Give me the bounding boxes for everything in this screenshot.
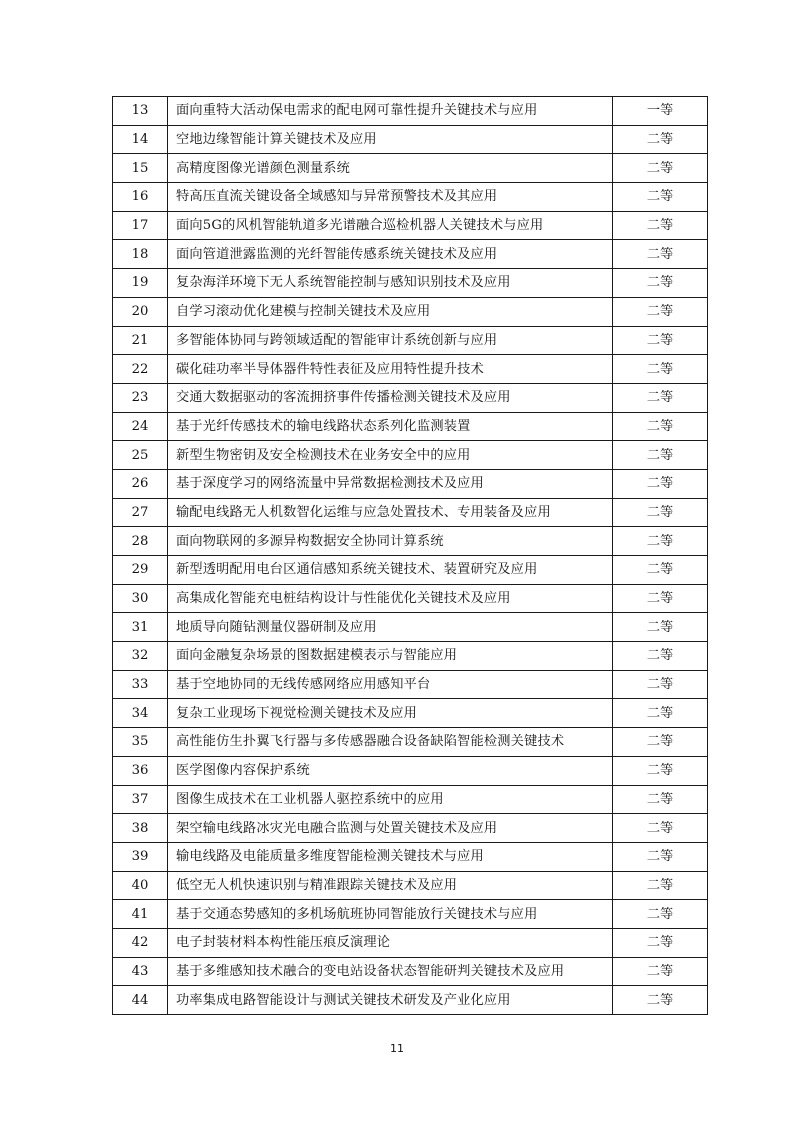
- project-number-cell: 23: [113, 383, 168, 412]
- project-name-cell: 碳化硅功率半导体器件特性表征及应用特性提升技术: [168, 355, 613, 384]
- award-grade-cell: 二等: [613, 498, 708, 527]
- table-row: [113, 469, 708, 498]
- project-name-cell: 基于交通态势感知的多机场航班协同智能放行关键技术与应用: [168, 900, 613, 929]
- project-number-cell: 41: [113, 900, 168, 929]
- table-row: [113, 842, 708, 871]
- page-number: 11: [390, 1042, 404, 1055]
- project-number-cell: 39: [113, 842, 168, 871]
- project-number-cell: 15: [113, 154, 168, 183]
- table-row: [113, 957, 708, 986]
- project-number-cell: 19: [113, 269, 168, 298]
- award-grade-cell: 二等: [613, 527, 708, 556]
- award-grade-cell: 二等: [613, 441, 708, 470]
- project-number-cell: 16: [113, 183, 168, 212]
- project-name-cell: 图像生成技术在工业机器人驱控系统中的应用: [168, 785, 613, 814]
- project-number-cell: 33: [113, 670, 168, 699]
- project-name-cell: 高精度图像光谱颜色测量系统: [168, 154, 613, 183]
- award-grade-cell: 二等: [613, 183, 708, 212]
- project-name-cell: 基于光纤传感技术的输电线路状态系列化监测装置: [168, 412, 613, 441]
- project-number-cell: 18: [113, 240, 168, 269]
- award-grade-cell: 二等: [613, 125, 708, 154]
- project-name-cell: 架空输电线路冰灾光电融合监测与处置关键技术及应用: [168, 814, 613, 843]
- table-row: [113, 326, 708, 355]
- table-row: [113, 670, 708, 699]
- project-name-cell: 复杂工业现场下视觉检测关键技术及应用: [168, 699, 613, 728]
- project-number-cell: 38: [113, 814, 168, 843]
- table-row: [113, 383, 708, 412]
- project-name-cell: 高性能仿生扑翼飞行器与多传感器融合设备缺陷智能检测关键技术: [168, 728, 613, 757]
- award-grade-cell: 二等: [613, 297, 708, 326]
- project-name-cell: 特高压直流关键设备全域感知与异常预警技术及其应用: [168, 183, 613, 212]
- project-number-cell: 14: [113, 125, 168, 154]
- project-name-cell: 面向金融复杂场景的图数据建模表示与智能应用: [168, 642, 613, 671]
- award-grade-cell: 二等: [613, 211, 708, 240]
- project-name-cell: 交通大数据驱动的客流拥挤事件传播检测关键技术及应用: [168, 383, 613, 412]
- project-number-cell: 21: [113, 326, 168, 355]
- award-grade-cell: 二等: [613, 670, 708, 699]
- table-row: [113, 785, 708, 814]
- project-name-cell: 地质导向随钻测量仪器研制及应用: [168, 613, 613, 642]
- project-number-cell: 26: [113, 469, 168, 498]
- award-grade-cell: 二等: [613, 785, 708, 814]
- award-grade-cell: 二等: [613, 814, 708, 843]
- award-grade-cell: 二等: [613, 699, 708, 728]
- table-row: [113, 613, 708, 642]
- project-number-cell: 34: [113, 699, 168, 728]
- table-row: [113, 814, 708, 843]
- award-grade-cell: 二等: [613, 900, 708, 929]
- award-grade-cell: 二等: [613, 326, 708, 355]
- table-row: [113, 699, 708, 728]
- table-row: [113, 269, 708, 298]
- project-name-cell: 电子封装材料本构性能压痕反演理论: [168, 928, 613, 957]
- project-name-cell: 新型生物密钥及安全检测技术在业务安全中的应用: [168, 441, 613, 470]
- table-row: [113, 756, 708, 785]
- project-number-cell: 30: [113, 584, 168, 613]
- award-grade-cell: 二等: [613, 383, 708, 412]
- award-table: [112, 96, 708, 1015]
- table-row: [113, 871, 708, 900]
- table-row: [113, 986, 708, 1015]
- project-number-cell: 32: [113, 642, 168, 671]
- table-row: [113, 154, 708, 183]
- table-row: [113, 297, 708, 326]
- project-number-cell: 27: [113, 498, 168, 527]
- project-number-cell: 13: [113, 97, 168, 126]
- project-number-cell: 29: [113, 556, 168, 585]
- award-grade-cell: 二等: [613, 957, 708, 986]
- table-row: [113, 412, 708, 441]
- table-row: [113, 928, 708, 957]
- award-grade-cell: 二等: [613, 469, 708, 498]
- project-number-cell: 43: [113, 957, 168, 986]
- project-number-cell: 24: [113, 412, 168, 441]
- project-number-cell: 37: [113, 785, 168, 814]
- project-name-cell: 高集成化智能充电桩结构设计与性能优化关键技术及应用: [168, 584, 613, 613]
- table-row: [113, 441, 708, 470]
- project-name-cell: 多智能体协同与跨领域适配的智能审计系统创新与应用: [168, 326, 613, 355]
- project-number-cell: 36: [113, 756, 168, 785]
- award-grade-cell: 二等: [613, 756, 708, 785]
- award-grade-cell: 二等: [613, 584, 708, 613]
- project-name-cell: 复杂海洋环境下无人系统智能控制与感知识别技术及应用: [168, 269, 613, 298]
- project-number-cell: 25: [113, 441, 168, 470]
- award-grade-cell: 二等: [613, 412, 708, 441]
- table-row: [113, 728, 708, 757]
- award-grade-cell: 二等: [613, 154, 708, 183]
- table-row: [113, 183, 708, 212]
- project-name-cell: 自学习滚动优化建模与控制关键技术及应用: [168, 297, 613, 326]
- project-name-cell: 医学图像内容保护系统: [168, 756, 613, 785]
- table-row: [113, 642, 708, 671]
- award-grade-cell: 二等: [613, 986, 708, 1015]
- award-grade-cell: 二等: [613, 928, 708, 957]
- table-row: [113, 211, 708, 240]
- table-row: [113, 527, 708, 556]
- award-grade-cell: 二等: [613, 240, 708, 269]
- table-row: [113, 498, 708, 527]
- project-number-cell: 31: [113, 613, 168, 642]
- award-grade-cell: 一等: [613, 97, 708, 126]
- project-name-cell: 基于多维感知技术融合的变电站设备状态智能研判关键技术及应用: [168, 957, 613, 986]
- project-number-cell: 28: [113, 527, 168, 556]
- project-number-cell: 22: [113, 355, 168, 384]
- table-row: [113, 584, 708, 613]
- award-grade-cell: 二等: [613, 613, 708, 642]
- table-row: [113, 556, 708, 585]
- table-row: [113, 125, 708, 154]
- award-grade-cell: 二等: [613, 871, 708, 900]
- project-name-cell: 空地边缘智能计算关键技术及应用: [168, 125, 613, 154]
- project-name-cell: 输电线路及电能质量多维度智能检测关键技术与应用: [168, 842, 613, 871]
- project-number-cell: 20: [113, 297, 168, 326]
- project-name-cell: 基于深度学习的网络流量中异常数据检测技术及应用: [168, 469, 613, 498]
- project-name-cell: 面向5G的风机智能轨道多光谱融合巡检机器人关键技术与应用: [168, 211, 613, 240]
- project-name-cell: 功率集成电路智能设计与测试关键技术研发及产业化应用: [168, 986, 613, 1015]
- award-grade-cell: 二等: [613, 556, 708, 585]
- project-name-cell: 面向物联网的多源异构数据安全协同计算系统: [168, 527, 613, 556]
- table-row: [113, 240, 708, 269]
- table-row: [113, 355, 708, 384]
- award-table-body: [113, 97, 708, 1015]
- award-grade-cell: 二等: [613, 355, 708, 384]
- award-grade-cell: 二等: [613, 642, 708, 671]
- project-name-cell: 低空无人机快速识别与精准跟踪关键技术及应用: [168, 871, 613, 900]
- table-row: [113, 900, 708, 929]
- award-grade-cell: 二等: [613, 728, 708, 757]
- table-row: [113, 97, 708, 126]
- project-name-cell: 输配电线路无人机数智化运维与应急处置技术、专用装备及应用: [168, 498, 613, 527]
- project-number-cell: 35: [113, 728, 168, 757]
- project-name-cell: 面向重特大活动保电需求的配电网可靠性提升关键技术与应用: [168, 97, 613, 126]
- project-name-cell: 面向管道泄露监测的光纤智能传感系统关键技术及应用: [168, 240, 613, 269]
- project-number-cell: 44: [113, 986, 168, 1015]
- project-name-cell: 新型透明配用电台区通信感知系统关键技术、装置研究及应用: [168, 556, 613, 585]
- award-grade-cell: 二等: [613, 269, 708, 298]
- project-number-cell: 17: [113, 211, 168, 240]
- project-number-cell: 40: [113, 871, 168, 900]
- project-number-cell: 42: [113, 928, 168, 957]
- award-grade-cell: 二等: [613, 842, 708, 871]
- project-name-cell: 基于空地协同的无线传感网络应用感知平台: [168, 670, 613, 699]
